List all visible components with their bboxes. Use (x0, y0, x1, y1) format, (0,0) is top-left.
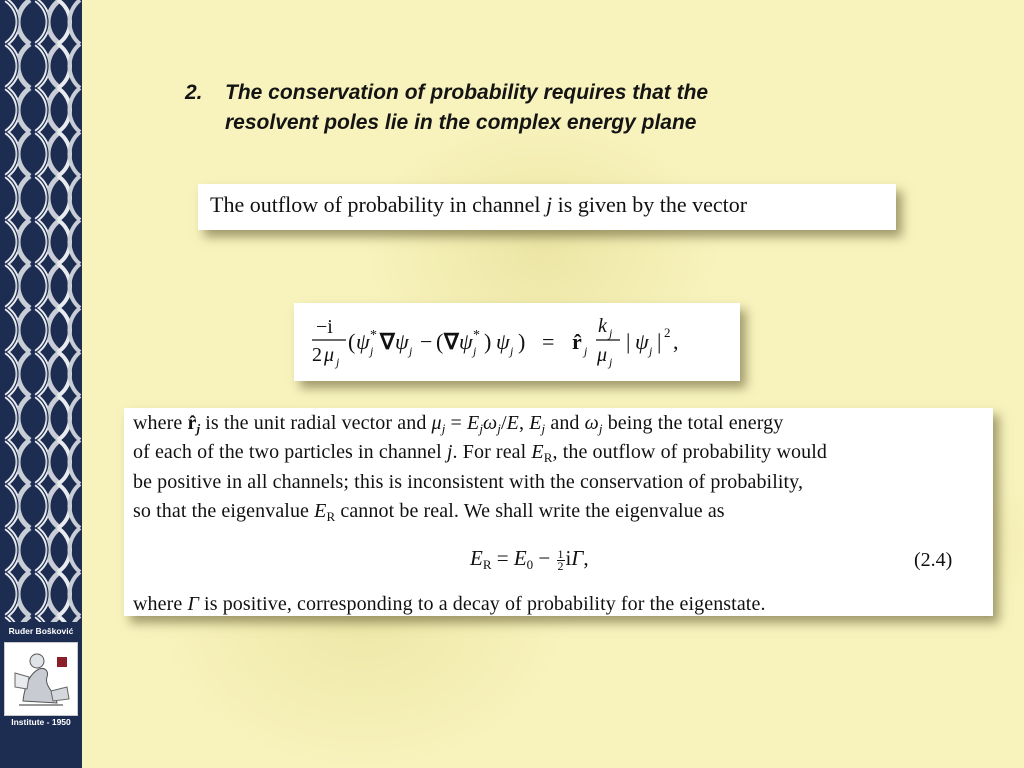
heading-line-2: resolvent poles lie in the complex energy plane (225, 111, 697, 134)
l2-R: R (543, 450, 553, 465)
body-line-1 (133, 412, 783, 437)
l1-omega-sub: j (497, 421, 501, 436)
eq24-equals: = (491, 546, 514, 570)
l1-omega: ω (483, 412, 498, 434)
l2-for-real: . For real (452, 441, 532, 463)
eq-k-sub: j (609, 326, 613, 340)
body-line-2 (133, 441, 827, 466)
eq-paren-open-1: ( (348, 329, 356, 354)
l4-tail: cannot be real. We shall write the eigenvalue as (335, 500, 725, 522)
intro-text-after: is given by the vector (552, 192, 748, 217)
eq-r-hat-sub: j (584, 344, 588, 358)
eq-k: k (598, 315, 607, 337)
l1-E-sub: j (479, 421, 484, 436)
eq-psi-3-sub: j (473, 344, 477, 358)
body-line-3: be positive in all channels; this is inconsistent with the conservation of probability, (133, 471, 804, 493)
l1-slash: / (501, 412, 507, 434)
l1-omega2: ω (584, 412, 599, 434)
eq24-R: R (482, 557, 492, 572)
eq-psi-5-sub: j (649, 344, 653, 358)
eq-comma: , (673, 329, 679, 354)
l4-R: R (326, 509, 336, 524)
intro-text-box (198, 184, 896, 230)
eq-psi-2-sub: j (409, 344, 413, 358)
body-line-4 (133, 500, 725, 525)
eq-mu-left-sub: j (336, 355, 340, 369)
institute-logo (4, 642, 78, 716)
eq-paren-close-1: ) (518, 329, 526, 354)
eq-square: 2 (664, 325, 671, 340)
equation-number: (2.4) (914, 549, 953, 571)
l2-E: E (531, 441, 544, 463)
eq24-half-den: 2 (557, 558, 564, 573)
l5-tail: is positive, corresponding to a decay of probability for the eigenstate. (198, 593, 766, 615)
eq24-minus: − (533, 546, 556, 570)
l1-tail: being the total energy (602, 412, 784, 434)
eq24-i: i (565, 546, 572, 570)
eq-two: 2 (312, 344, 322, 366)
l1-E2: E (506, 412, 519, 434)
l1-mu: μ (431, 412, 442, 434)
l1-omega2-sub: j (598, 421, 603, 436)
eq-mu-left: μ (324, 344, 335, 366)
logo-top-text: Ruđer Bošković (8, 626, 74, 636)
l1-and: and (545, 412, 585, 434)
eq-mu-right-sub: j (609, 355, 613, 369)
eq-paren-close-2: ) (484, 329, 492, 354)
l2-text: of each of the two particles in channel (133, 441, 447, 463)
l1-r-hat: r̂ (187, 412, 197, 434)
eq-psi-2: ψ (395, 329, 409, 354)
eq-bar-right: | (657, 329, 662, 354)
l1-where: where (133, 412, 188, 434)
heading-number: 2. (185, 81, 203, 104)
current-equation (294, 303, 740, 381)
l4-E: E (314, 500, 327, 522)
l1-r-sub: j (196, 421, 201, 436)
eq24-E0: E (513, 546, 527, 570)
eq-psi-4: ψ (496, 329, 510, 354)
eigenvalue-equation (470, 546, 589, 573)
l2-tail: , the outflow of probability would (552, 441, 827, 463)
current-equation-box (294, 303, 740, 381)
l1-text: is the unit radial vector and (200, 412, 432, 434)
eq-mu-right: μ (597, 344, 608, 366)
eq24-gamma: Γ (571, 546, 584, 570)
l1-comma: , (519, 412, 530, 434)
eq-psi-1-sub: j (370, 344, 374, 358)
eq24-comma: , (583, 546, 589, 570)
intro-var-j: j (546, 192, 553, 217)
braid-pattern-icon (0, 0, 82, 622)
eq-bar-left: | (626, 329, 631, 354)
l5-gamma: Γ (187, 593, 199, 615)
scientist-portrait-icon (5, 643, 77, 715)
eq-nabla-2: ∇ (444, 329, 459, 354)
l2-j: j (446, 441, 453, 463)
l1-E3-sub: j (541, 421, 546, 436)
eq-psi-3-star: * (473, 328, 480, 343)
eq-psi-5: ψ (635, 329, 649, 354)
l5-where: where (133, 593, 188, 615)
logo-bottom-text: Institute - 1950 (11, 717, 71, 727)
intro-text-before: The outflow of probability in channel (210, 192, 547, 217)
eq-equals: = (542, 329, 555, 354)
eq24-zero: 0 (526, 557, 534, 572)
body-line-5 (133, 593, 766, 616)
eq-r-hat: r̂ (572, 329, 582, 354)
l4-text: so that the eigenvalue (133, 500, 315, 522)
eq24-half (557, 546, 565, 573)
eq-psi-1-star: * (370, 328, 377, 343)
eq24-half-num: 1 (557, 546, 564, 561)
explanation-box (124, 408, 993, 616)
l1-E: E (467, 412, 480, 434)
eq-minus: − (420, 329, 433, 354)
eq-psi-3: ψ (459, 329, 473, 354)
eq-psi-1: ψ (356, 329, 370, 354)
heading-line-1: The conservation of probability requires that the (225, 81, 709, 104)
eq-paren-open-2: ( (436, 329, 444, 354)
intro-sentence (210, 192, 747, 218)
eq24-E: E (470, 546, 483, 570)
institute-logo-panel (0, 622, 82, 768)
eq-psi-4-sub: j (510, 344, 514, 358)
l1-eq: = (445, 412, 467, 434)
l1-mu-sub: j (441, 421, 446, 436)
eq-nabla-1: ∇ (380, 329, 395, 354)
l1-E3: E (529, 412, 542, 434)
sidebar-ornament (0, 0, 82, 768)
eq-minus-i: −i (316, 316, 333, 338)
